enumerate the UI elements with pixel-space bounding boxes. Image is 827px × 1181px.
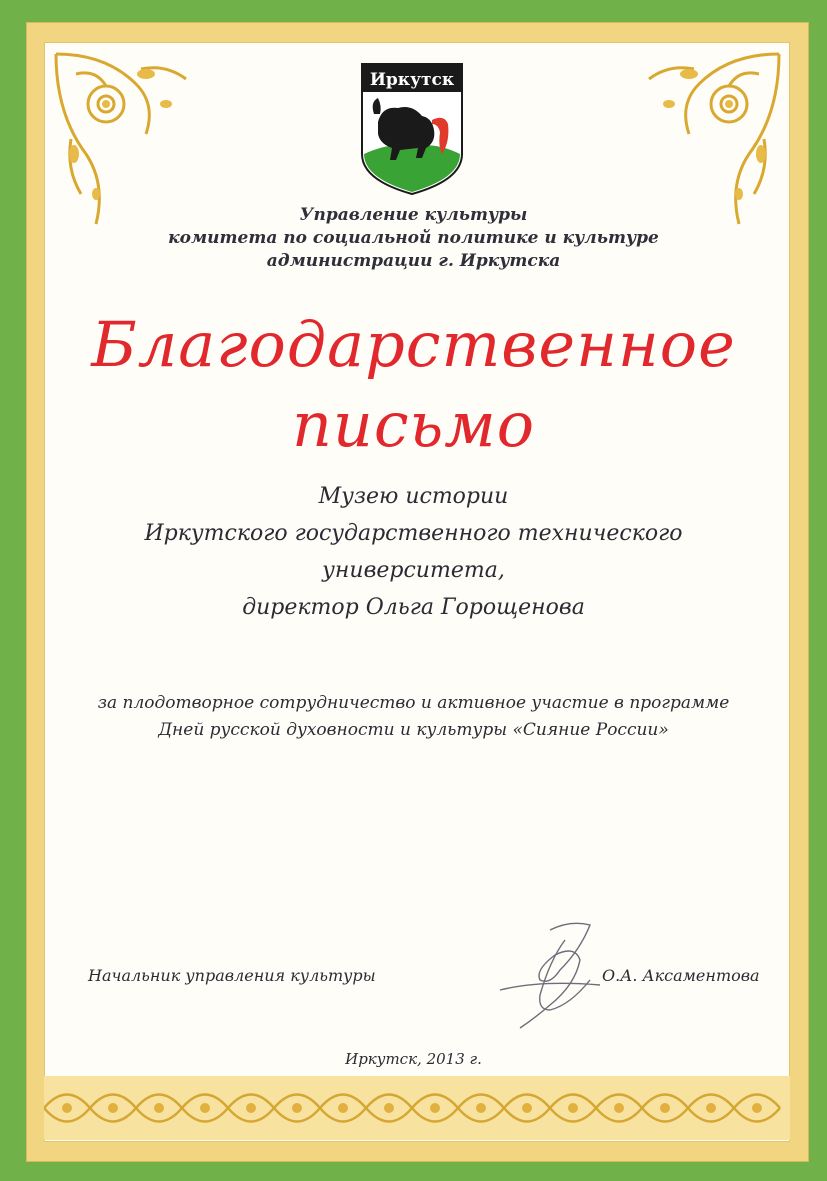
signatory-position: Начальник управления культуры: [88, 966, 376, 985]
document-title-line-2: письмо: [291, 388, 536, 461]
issuer-line-2: комитета по социальной политике и культуре: [168, 228, 659, 248]
reason-block: [60, 690, 767, 744]
recipient-line-1: Музею истории: [318, 484, 509, 509]
place-and-date: Иркутск, 2013 г.: [345, 1050, 482, 1068]
document-title-line-1: Благодарственное: [91, 308, 736, 381]
reason-line-1: за плодотворное сотрудничество и активное участие в программе: [97, 693, 730, 713]
bottom-ornament-band: [44, 1076, 790, 1140]
recipient-line-2: Иркутского государственного технического: [144, 521, 683, 546]
issuer-line-3: администрации г. Иркутска: [266, 251, 561, 271]
coat-city-label: Иркутск: [369, 70, 455, 90]
recipient-block: [60, 478, 767, 626]
recipient-line-4: директор Ольга Горощенова: [242, 595, 585, 620]
signatory-name: О.А. Аксаментова: [602, 966, 760, 985]
issuer-header: [60, 204, 767, 273]
recipient-line-3: университета,: [322, 558, 505, 583]
issuer-line-1: Управление культуры: [299, 205, 528, 225]
irkutsk-coat-of-arms: [360, 62, 464, 196]
reason-line-2: Дней русской духовности и культуры «Сияние России»: [158, 720, 669, 740]
